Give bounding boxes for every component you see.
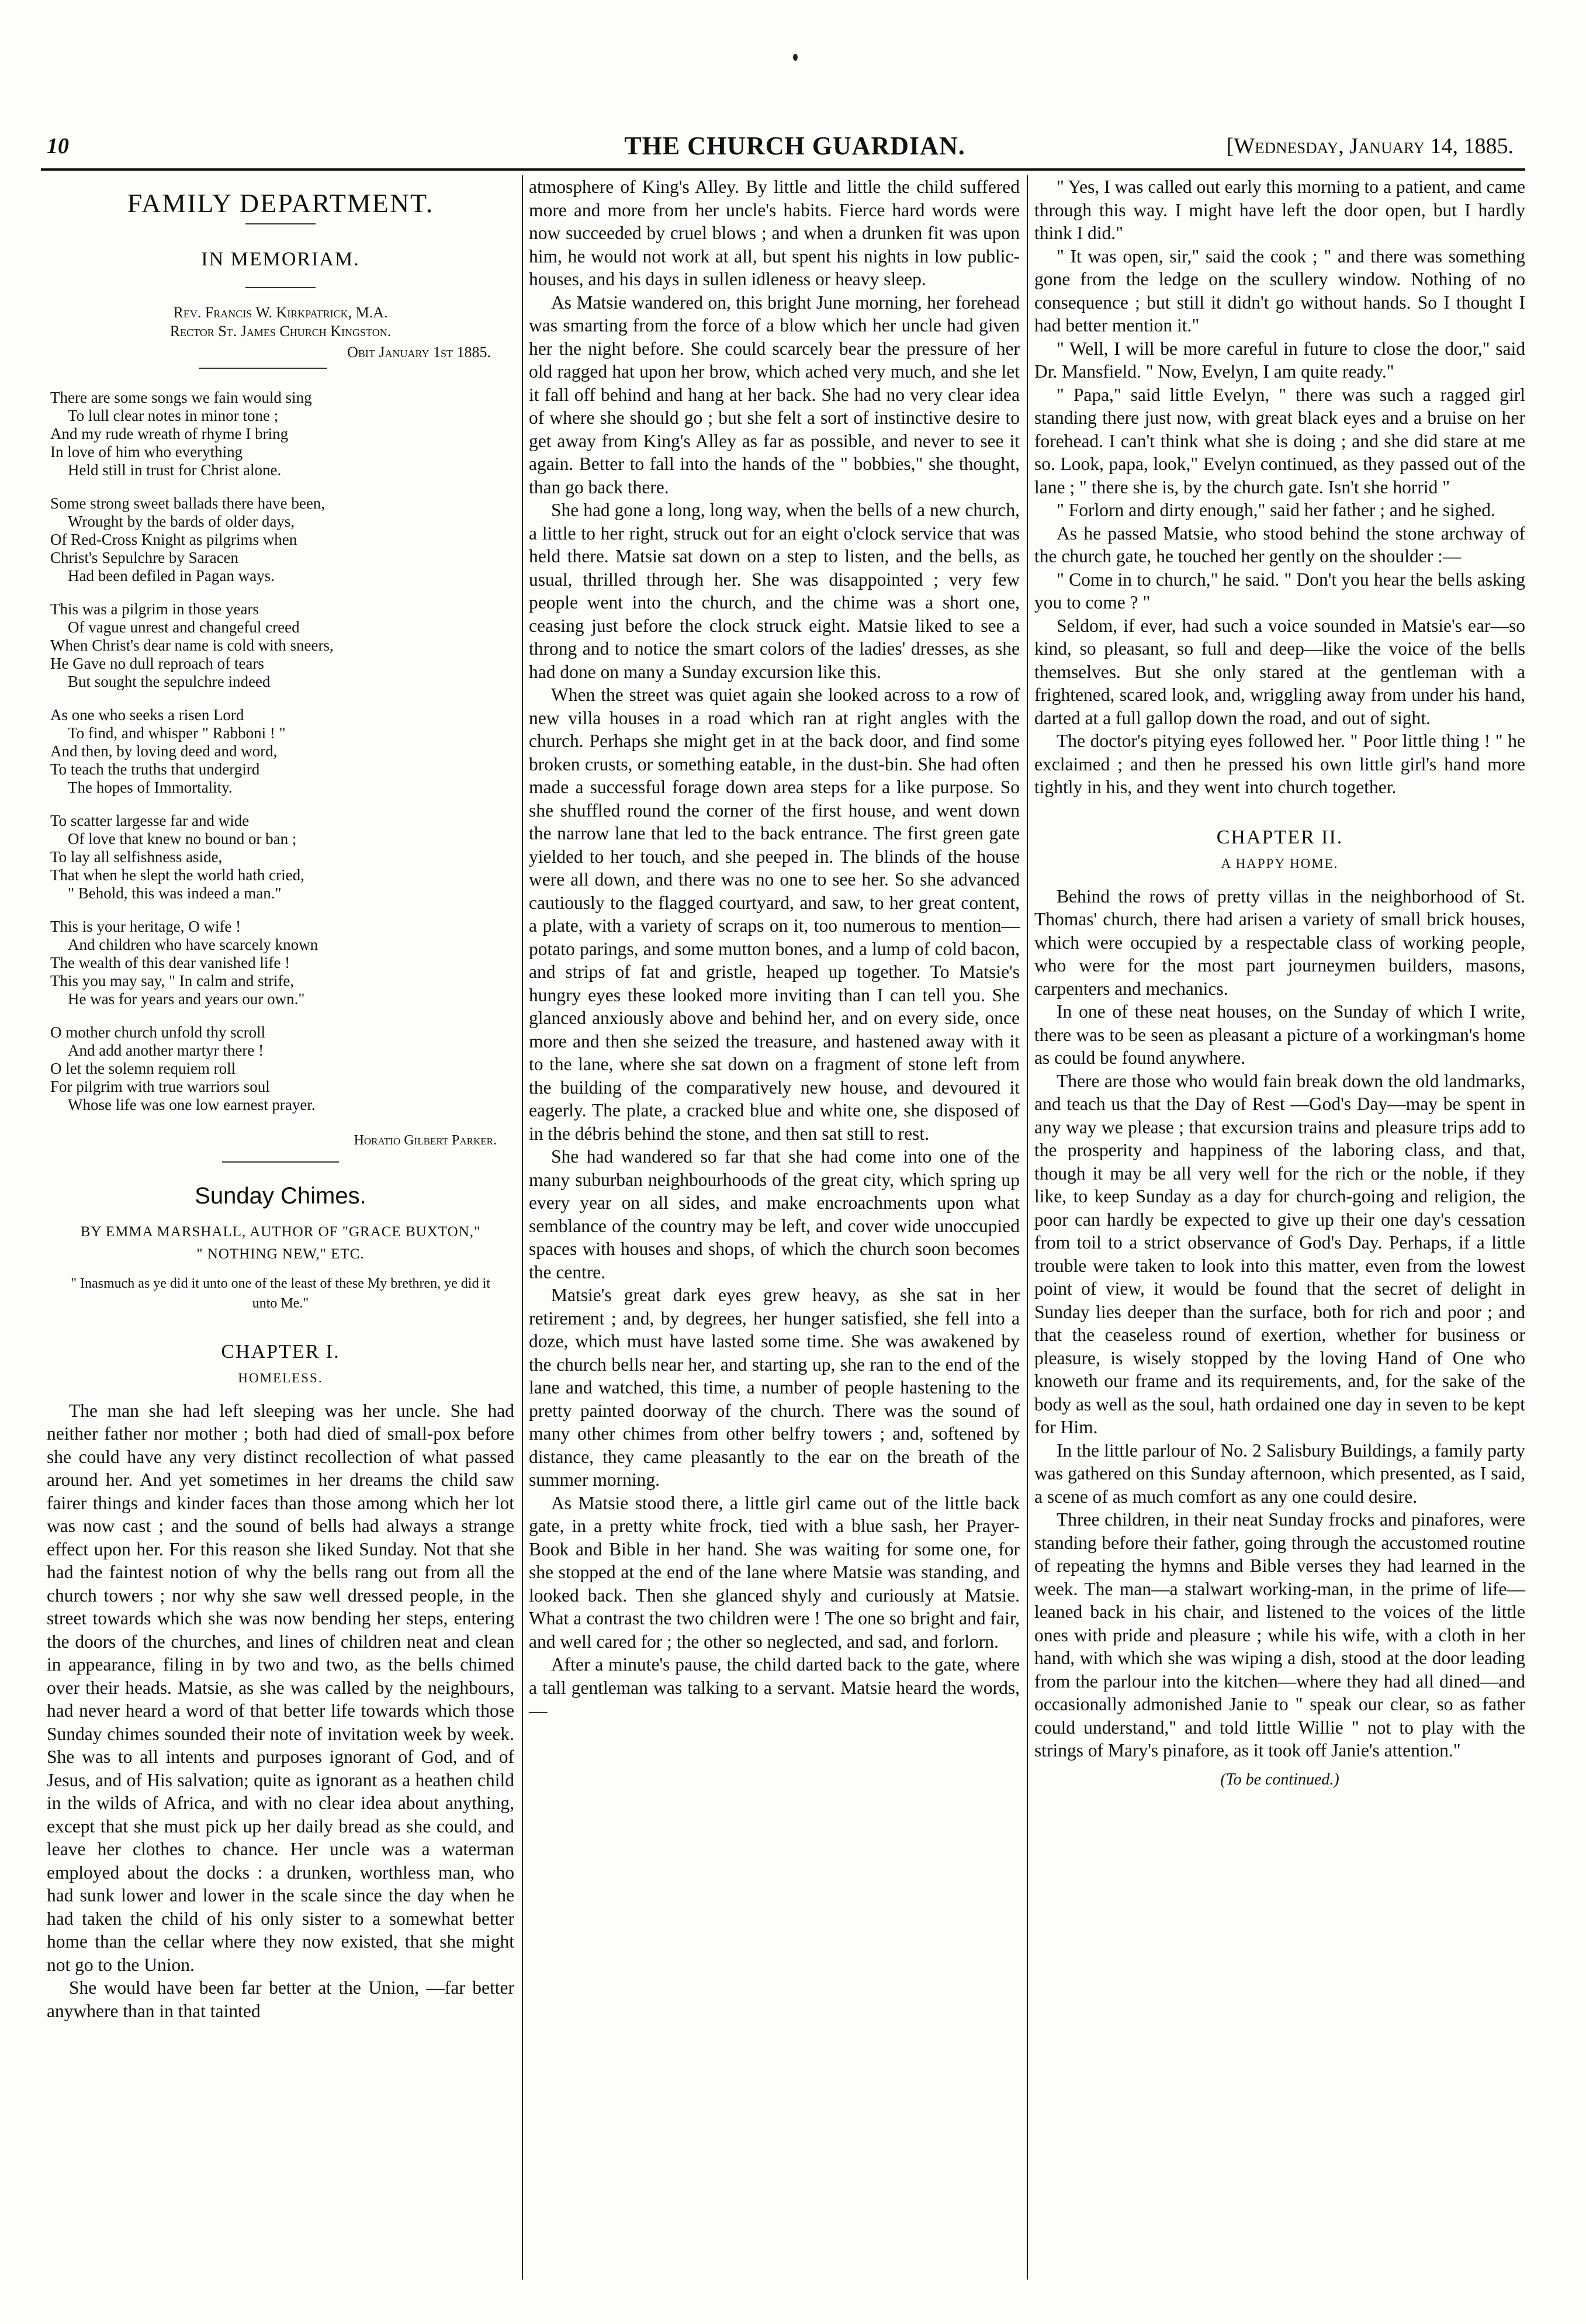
poem-stanza: [50, 706, 514, 797]
poem-line: He Gave no dull reproach of tears: [50, 654, 264, 672]
poem-line: The hopes of Immortality.: [68, 778, 233, 796]
divider: [222, 1161, 339, 1163]
poem-line: And add another martyr there !: [68, 1041, 264, 1059]
obit-date: Obit January 1st 1885.: [347, 344, 491, 361]
paragraph: In one of these neat houses, on the Sunday of which I write, there was to be seen as pleasant a picture of a workingman's home as could be found anywhere.: [1034, 1001, 1525, 1068]
paragraph: In the little parlour of No. 2 Salisbury Buildings, a family party was gathered on this Sunday afternoon, which presented, as I said, a scene of as much comfort as any one could desire.: [1034, 1440, 1525, 1507]
paragraph: " Come in to church," he said. " Don't you hear the bells asking you to come ? ": [1034, 569, 1525, 613]
poem-stanza: [50, 918, 514, 1008]
byline-works: " NOTHING NEW," ETC.: [196, 1246, 365, 1262]
paragraph: There are those who would fain break down the old landmarks, and teach us that the Day of Rest —God's Day—may be spent in any way we please ; that excursion trains and pleasure trips add to the prosperity and happiness of the laboring class, and that, though it may be all very well for the rich or the noble, if they like, to keep Sunday as a day for church-going and religion, the poor can hardly be expected to give up their one day's cessation from toil to a strict observance of God's Day. Perhaps, if a little trouble were taken to look into this matter, even from the lowest point of view, it would be found that the secret of delight in Sunday lies deeper than the surface, both for rich and poor ; and that the ceaseless round of exertion, whether for business or pleasure, is wisely stopped by the loving Hand of One who knoweth our frame and its requirements, and, for the sake of the body as well as the soul, hath ordained one day in seven to be kept for Him.: [1034, 1070, 1525, 1437]
chapter-subtitle: A HAPPY HOME.: [1221, 856, 1339, 871]
divider: [199, 368, 327, 369]
dedication-name: Rev. Francis W. Kirkpatrick, M.A.: [173, 304, 388, 321]
to-be-continued: (To be continued.): [1220, 1770, 1339, 1789]
byline-author: BY EMMA MARSHALL, AUTHOR OF "GRACE BUXTON,": [80, 1223, 481, 1240]
poem-stanza: [50, 494, 514, 585]
poem-line: As one who seeks a risen Lord: [50, 706, 244, 724]
poem-line: To lull clear notes in minor tone ;: [68, 406, 279, 424]
paragraph: " Well, I will be more careful in future to close the door," said Dr. Mansfield. " Now, Evelyn, I am quite ready.": [1034, 338, 1525, 382]
poem-line: Of Red-Cross Knight as pilgrims when: [50, 530, 297, 548]
column-3: [1034, 175, 1525, 1791]
page-header: [41, 133, 1549, 164]
chapter-subtitle: HOMELESS.: [238, 1371, 323, 1385]
paragraph: " It was open, sir," said the cook ; " and there was something gone from the ledge on the scullery window. Nothing of no consequence ; but still it didn't go without hands. So I thought I had better mention it.": [1034, 245, 1525, 336]
header-rule: [41, 168, 1525, 171]
poem-line: This you may say, " In calm and strife,: [50, 971, 295, 990]
byline: [47, 1221, 514, 1265]
divider: [245, 287, 316, 288]
poem-line: To find, and whisper " Rabboni ! ": [68, 724, 286, 742]
poem-line: Held still in trust for Christ alone.: [68, 461, 282, 479]
poem-line: This was a pilgrim in those years: [50, 600, 259, 618]
paragraph: She had wandered so far that she had come into one of the many suburban neighbourhoods of the great city, which spring up every year on all sides, and make encroachments upon what semblance of the country may be left, and cover wide unoccupied spaces with houses and shops, of which the church soon becomes the centre.: [529, 1146, 1020, 1282]
poem-line: Of love that knew no bound or ban ;: [68, 829, 297, 848]
poem-line: O let the solemn requiem roll: [50, 1059, 236, 1077]
poem-line: When Christ's dear name is cold with sneers,: [50, 636, 334, 654]
poem-line: To scatter largesse far and wide: [50, 811, 250, 829]
poem-line: Of vague unrest and changeful creed: [68, 618, 300, 636]
poem-line: Some strong sweet ballads there have been,: [50, 494, 325, 512]
poem-line: Wrought by the bards of older days,: [68, 512, 295, 530]
column-divider: [522, 175, 523, 2280]
poem-line: And children who have scarcely known: [68, 935, 318, 953]
poem-line: Christ's Sepulchre by Saracen: [50, 548, 239, 566]
paragraph: After a minute's pause, the child darted back to the gate, where a tall gentleman was talking to a servant. Matsie heard the words,—: [529, 1654, 1020, 1721]
paragraph: " Yes, I was called out early this morning to a patient, and came through this way. I might have left the door open, but I hardly think I did.": [1034, 177, 1525, 243]
issue-date: [Wednesday, January 14, 1885.: [1226, 134, 1514, 158]
poem-line: To teach the truths that undergird: [50, 760, 260, 778]
ink-speck: [793, 54, 798, 61]
dedication-title: Rector St. James Church Kingston.: [169, 323, 392, 340]
paragraph: " Papa," said little Evelyn, " there was such a ragged girl standing there just now, with great black eyes and a bruise on her forehead. I can't think what she is doing ; and she did stare at me so. Look, papa, look," Evelyn continued, as they passed out of the lane ; " there she is, by the church gate. Isn't she horrid ": [1034, 384, 1525, 497]
paragraph: Seldom, if ever, had such a voice sounded in Matsie's ear—so kind, so pleasant, so full and deep—like the voice of the bells themselves. But she only stared at the gentleman with a frightened, scared look, and, wriggling away from under his hand, darted at a full gallop down the road, and out of sight.: [1034, 615, 1525, 728]
paragraph: As Matsie wandered on, this bright June morning, her forehead was smarting from the force of a blow which her uncle had given her the night before. She could scarcely bear the pressure of her old ragged hat upon her brow, which ached very much, and she let it fall off behind and hang at her back. She had no very clear idea of where she should go ; but she felt a sort of instinctive desire to get away from King's Alley as far as possible, and never to see it again. Better to fall into the hands of the " bobbies," she thought, than go back there.: [529, 292, 1020, 497]
paragraph: She would have been far better at the Union, —far better anywhere than in that tainted: [47, 1977, 514, 2021]
poem-line: Had been defiled in Pagan ways.: [68, 566, 275, 585]
paragraph: atmosphere of King's Alley. By little and little the child suffered more and more from her uncle's habits. Fierce hard words were now succeeded by cruel blows ; and when a drunken fit was upon him, he would not work at all, but spent his nights in low public-houses, and his days in sullen idleness or heavy sleep.: [529, 177, 1020, 289]
page-number: 10: [47, 134, 69, 158]
poem-line: And then, by loving deed and word,: [50, 742, 278, 760]
poem-line: He was for years and years our own.": [68, 990, 305, 1008]
chapter-heading: CHAPTER I.: [221, 1340, 340, 1362]
poem-line: And my rude wreath of rhyme I bring: [50, 424, 289, 442]
chapter-heading: CHAPTER II.: [1216, 826, 1343, 848]
poem-line: There are some songs we fain would sing: [50, 388, 312, 406]
poem-author: Horatio Gilbert Parker.: [354, 1132, 497, 1148]
paragraph: Three children, in their neat Sunday frocks and pinafores, were standing before their father, going through the accustomed routine of repeating the hymns and Bible verses they had learned in the week. The man—a stalwart working-man, in the prime of life—leaned back in his chair, and listened to the voices of the little ones with pride and pleasure ; while his wife, with a cloth in her hand, with which she was wiping a dish, stood at the door leading from the parlour into the kitchen—where they had all dined—and occasionally admonished Janie to " speak our clear, so as father could understand," and told little Willie " not to play with the strings of Mary's pinafore, as it took off Janie's attention.": [1034, 1509, 1525, 1761]
poem-line: This is your heritage, O wife !: [50, 917, 241, 935]
epigraph: " Inasmuch as ye did it unto one of the least of these My brethren, ye did it unto Me.": [71, 1275, 490, 1311]
poem-stanza: [50, 389, 514, 479]
paragraph: As he passed Matsie, who stood behind the stone archway of the church gate, he touched her gently on the shoulder :—: [1034, 523, 1525, 566]
poem-line: That when he slept the world hath cried,: [50, 866, 304, 884]
poem-stanza: [50, 1023, 514, 1114]
memorial-poem: [47, 389, 514, 1114]
divider: [245, 223, 316, 224]
memoriam-heading: IN MEMORIAM.: [201, 248, 360, 270]
poem-line: O mother church unfold thy scroll: [50, 1023, 266, 1041]
column-2: [529, 175, 1020, 1723]
poem-line: The wealth of this dear vanished life !: [50, 953, 290, 971]
poem-stanza: [50, 600, 514, 691]
paragraph: Behind the rows of pretty villas in the neighborhood of St. Thomas' church, there had arisen a variety of small brick houses, which were occupied by a respectable class of working people, who were for the most part journeymen builders, masons, carpenters and mechanics.: [1034, 886, 1525, 999]
department-title: FAMILY DEPARTMENT.: [127, 188, 434, 218]
paragraph: She had gone a long, long way, when the bells of a new church, a little to her right, struck out for an eight o'clock service that was held there. Matsie sat down on a step to listen, and the bells, as usual, thrilled through her. She was disappointed ; very few people went into the church, and the chime was a short one, ceasing just before the clock struck eight. Matsie liked to see a throng and to notice the smart colors of the ladies' dresses, as she had done on many a Sunday excursion like this.: [529, 500, 1020, 682]
poem-line: Whose life was one low earnest prayer.: [68, 1095, 316, 1113]
poem-line: But sought the sepulchre indeed: [68, 672, 271, 690]
poem-line: For pilgrim with true warriors soul: [50, 1077, 270, 1095]
paragraph: As Matsie stood there, a little girl came out of the little back gate, in a pretty white frock, tied with a blue sash, her Prayer-Book and Bible in her hand. She was waiting for some one, for she stopped at the end of the lane where Matsie was standing, and looked back. Then she glanced shyly and curiously at Matsie. What a contrast the two children were ! The one so bright and fair, and well cared for ; the other so neglected, and sad, and forlorn.: [529, 1492, 1020, 1652]
poem-line: " Behold, this was indeed a man.": [68, 884, 282, 902]
story-title: Sunday Chimes.: [195, 1183, 366, 1209]
paragraph: The man she had left sleeping was her uncle. She had neither father nor mother ; both had died of small-pox before she could have any very distinct recollection of what passed around her. And yet sometimes in her dreams the child saw fairer things and kinder faces than those among which her lot was now cast ; and the sound of bells had always a strange effect upon her. For this reason she liked Sunday. Not that she had the faintest notion of why the bells rang out from all the church towers ; nor why she saw well dressed people, in the street towards which she was now bending her steps, entering the doors of the churches, and lines of children neat and clean in appearance, filing in by two and two, as the bells chimed over their heads. Matsie, as she was called by the neighbours, had never heard a word of that better life towards which those Sunday chimes sounded their note of invitation week by week. She was to all intents and purposes ignorant of God, and of Jesus, and of His salvation; quite as ignorant as a heathen child in the wilds of Africa, and with no clear idea about anything, except that she must pick up her daily bread as she could, and leave her clothes to chance. Her uncle was a waterman employed about the docks : a drunken, worthless man, who had sunk lower and lower in the scale since the day when he had taken the child of his only sister to a somewhat better home than the cellar where they now existed, that she might not go to the Union.: [47, 1400, 514, 1975]
newspaper-title: THE CHURCH GUARDIAN.: [624, 132, 965, 160]
paragraph: When the street was quiet again she looked across to a row of new villa houses in a road which ran at right angles with the church. Perhaps she might get in at the back door, and find some broken crusts, or something eatable, in the dust-bin. She had often made a successful forage down area steps for a like purpose. So she shuffled round the corner of the first house, and went down the narrow lane that led to the back entrance. The first green gate yielded to her touch, and she peeped in. The blinds of the house were all down, and there was no one to see her. So she advanced cautiously to the flagged courtyard, and saw, to her great content, a plate, with a variety of scraps on it, too numerous to mention—potato parings, and some mutton bones, and a lump of cold bacon, and strips of fat and gristle, heaped up together. To Matsie's hungry eyes these looked more inviting than I can tell you. She glanced anxiously above and behind her, and on every side, once more and then she seized the treasure, and hastened away with it to the lane, where she sat down on a fragment of stone left from the building of the comparatively new house, and devoured it eagerly. The plate, a cracked blue and white one, she disposed of in the débris behind the stone, and then sat still to rest.: [529, 684, 1020, 1144]
column-1: [47, 175, 514, 2022]
paragraph: Matsie's great dark eyes grew heavy, as she sat in her retirement ; and, by degrees, her hunger satisfied, she fell into a doze, which must have lasted some time. She was awakened by the church bells near her, and starting up, she ran to the end of the lane and watched, this time, a number of people hastening to the pretty painted doorway of the church. There was the sound of many other chimes from other belfry towers ; and, softened by distance, they came pleasantly to the ear on the breath of the summer morning.: [529, 1285, 1020, 1490]
column-divider: [1027, 175, 1028, 2280]
poem-stanza: [50, 812, 514, 902]
paragraph: " Forlorn and dirty enough," said her father ; and he sighed.: [1057, 500, 1495, 520]
poem-line: To lay all selfishness aside,: [50, 848, 223, 866]
dedication: [47, 303, 514, 341]
poem-line: In love of him who everything: [50, 442, 243, 461]
paragraph: The doctor's pitying eyes followed her. " Poor little thing ! " he exclaimed ; and then he pressed his own little girl's hand more tightly in his, and they went into church together.: [1034, 731, 1525, 797]
